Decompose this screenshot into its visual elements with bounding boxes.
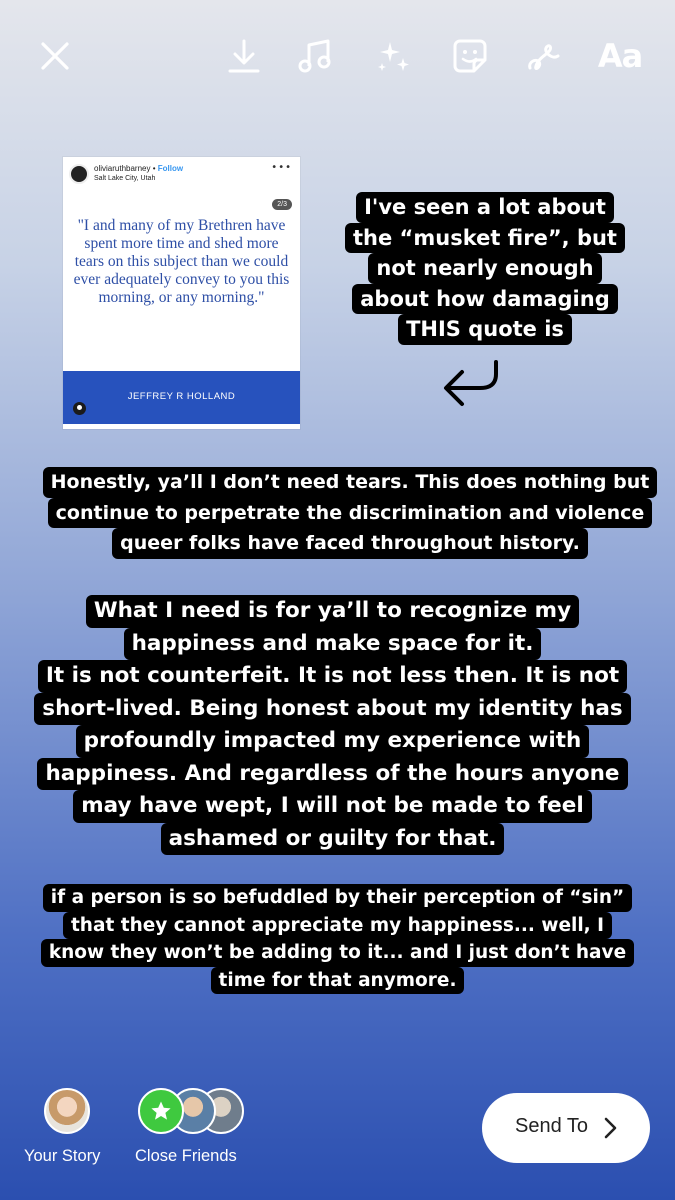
caption-line: short-lived. Being honest about my identity has [34, 693, 630, 726]
your-story-button[interactable] [0, 1085, 135, 1175]
caption-line: It is not counterfeit. It is not less then. It is not [38, 660, 627, 693]
caption-block-2[interactable] [0, 467, 675, 559]
caption-line: that they cannot appreciate my happiness... well, I [63, 912, 612, 940]
more-icon: ••• [271, 162, 292, 173]
download-icon[interactable] [222, 34, 266, 78]
caption-line: continue to perpetrate the discrimination and violence [48, 498, 653, 529]
caption-line: may have wept, I will not be made to feel [73, 790, 591, 823]
caption-line: ashamed or guilty for that. [161, 823, 505, 856]
post-username: oliviaruthbarney [94, 164, 151, 173]
caption-line: THIS quote is [398, 314, 572, 345]
caption-line: if a person is so befuddled by their perception of “sin” [43, 884, 632, 912]
post-separator: • [150, 164, 158, 173]
caption-line: know they won’t be adding to it... and I just don’t have [41, 939, 634, 967]
caption-line: Honestly, ya’ll I don’t need tears. This does nothing but [43, 467, 658, 498]
caption-line: the “musket fire”, but [345, 223, 625, 254]
return-arrow-icon [440, 358, 504, 412]
caption-line: profoundly impacted my experience with [76, 725, 590, 758]
top-toolbar [0, 0, 675, 110]
text-tool-button[interactable]: Aa [597, 37, 643, 75]
caption-line: queer folks have faced throughout history. [112, 528, 588, 559]
shared-post[interactable] [63, 157, 300, 429]
draw-icon[interactable] [522, 34, 566, 78]
close-icon[interactable] [33, 34, 77, 78]
caption-line: What I need is for ya’ll to recognize my [86, 595, 579, 628]
caption-line: about how damaging [352, 284, 618, 315]
sticker-icon[interactable] [448, 34, 492, 78]
post-avatar [69, 164, 89, 184]
post-username-line [94, 164, 183, 173]
caption-line: not nearly enough [368, 253, 601, 284]
caption-line: happiness. And regardless of the hours anyone [37, 758, 627, 791]
close-friends-button[interactable] [130, 1085, 255, 1175]
post-author: JEFFREY R HOLLAND [127, 391, 236, 402]
caption-line: happiness and make space for it. [124, 628, 542, 661]
music-icon[interactable] [294, 34, 338, 78]
post-follow-link: Follow [157, 164, 184, 173]
user-tag-icon [73, 402, 86, 415]
chevron-right-icon [600, 1115, 620, 1141]
your-story-label: Your Story [24, 1147, 101, 1165]
sparkles-icon[interactable] [372, 34, 416, 78]
post-quote-text: "I and many of my Brethren have spent more time and shed more tears on this subject than we could ever adequately convey to you this morning, or any morning." [73, 217, 290, 306]
send-to-label: Send To [515, 1115, 589, 1137]
post-author-band [63, 371, 300, 424]
close-friends-label: Close Friends [135, 1147, 237, 1165]
caption-line: I've seen a lot about [356, 192, 614, 223]
post-header [63, 157, 300, 187]
your-story-avatar [44, 1088, 90, 1134]
caption-block-1[interactable] [340, 192, 630, 345]
post-location: Salt Lake City, Utah [94, 175, 156, 182]
carousel-counter: 2/3 [272, 199, 292, 210]
caption-line: time for that anymore. [211, 967, 465, 995]
send-to-button[interactable] [482, 1093, 650, 1163]
caption-block-3[interactable] [0, 595, 665, 855]
caption-block-4[interactable] [0, 884, 675, 994]
close-friends-star-icon [138, 1088, 184, 1134]
